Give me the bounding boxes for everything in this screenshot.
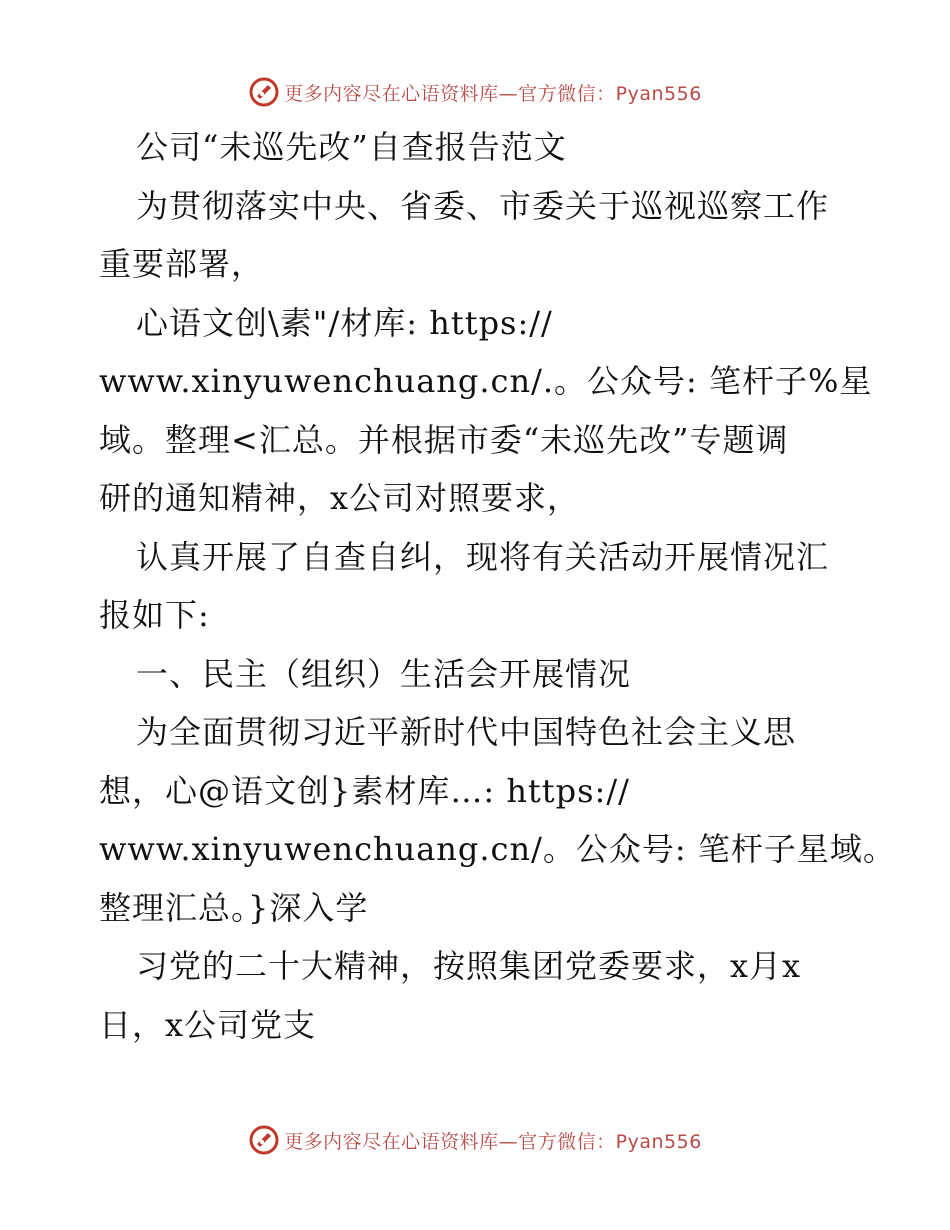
paragraph-line: 认真开展了自查自纠，现将有关活动开展情况汇 [136,537,830,576]
paragraph-line: 域。整理<汇总。并根据市委“未巡先改”专题调 [99,420,789,459]
paragraph-line: 习党的二十大精神，按照集团党委要求，x月x [136,947,802,985]
header-banner [0,72,950,112]
paragraph-line: 整理汇总。}深入学 [99,888,369,927]
document-body [99,118,896,1054]
paragraph-line: www.xinyuwenchuang.cn/。公众号: 笔杆子星域。 [99,830,896,868]
footer-banner [0,1120,950,1160]
header-banner-text: 更多内容尽在心语资料库—官方微信：Pyan556 [284,82,702,105]
paragraph-line: 为贯彻落实中央、省委、市委关于巡视巡察工作 [136,186,830,225]
footer-banner-text: 更多内容尽在心语资料库—官方微信：Pyan556 [284,1130,702,1153]
paragraph-line: 重要部署， [99,245,265,283]
document-title: 公司“未巡先改”自查报告范文 [136,128,567,166]
paragraph-line: 报如下: [99,596,210,634]
paragraph-line: 研的通知精神，x公司对照要求， [99,479,581,517]
brand-logo-icon [248,1124,280,1156]
paragraph-line: 为全面贯彻习近平新时代中国特色社会主义思 [136,713,797,751]
brand-logo-icon [248,76,280,108]
paragraph-line: 心语文创\素"/材库: https:// [136,303,553,342]
paragraph-line: 日，x公司党支 [99,1005,317,1044]
section-heading: 一、民主（组织）生活会开展情况 [136,654,632,693]
paragraph-line: www.xinyuwenchuang.cn/.。公众号: 笔杆子%星 [99,362,873,400]
paragraph-line: 想，心@语文创}素材库…: https:// [99,771,630,810]
